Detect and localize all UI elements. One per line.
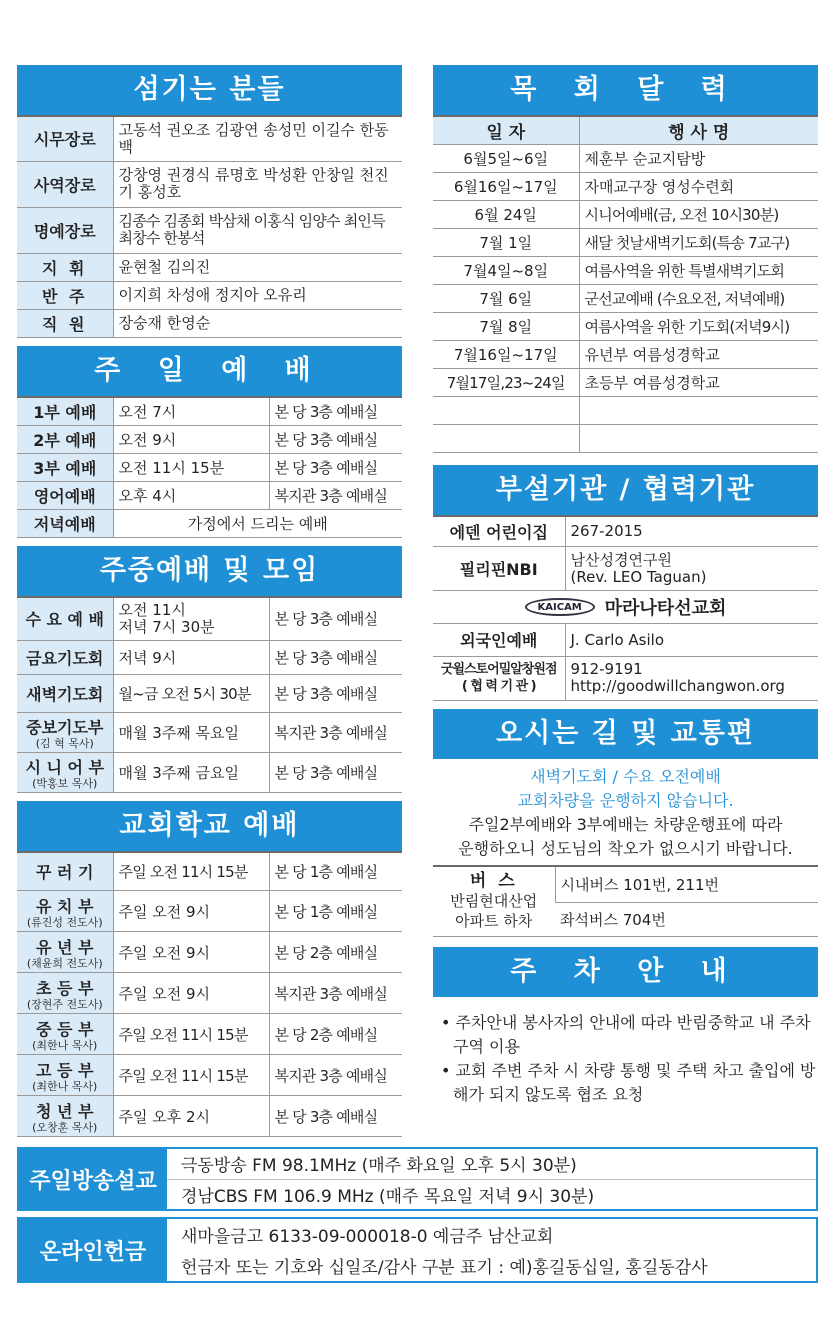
bus-stop: 반림현대산업 bbox=[450, 892, 538, 911]
dept-title: 고 등 부 bbox=[35, 1060, 94, 1080]
school-table bbox=[17, 853, 402, 1138]
kcam-name: 마라나타선교회 bbox=[604, 598, 727, 619]
event-name: 시니어예배(금, 오전 10시30분) bbox=[579, 200, 818, 228]
bus-stop: 아파트 하차 bbox=[455, 912, 533, 931]
table-row bbox=[433, 256, 818, 284]
table-row bbox=[17, 674, 402, 712]
table-row bbox=[433, 172, 818, 200]
meeting-leader: (박홍보 목사) bbox=[32, 776, 98, 790]
offering-box bbox=[17, 1217, 818, 1283]
dept-name: 꾸 러 기 bbox=[17, 853, 113, 891]
dept-leader: (채윤희 전도사) bbox=[26, 956, 103, 970]
table-row bbox=[17, 253, 402, 281]
event-date: 7월16일~17일 bbox=[433, 340, 579, 368]
event-date: 7월 1일 bbox=[433, 228, 579, 256]
event-name bbox=[579, 424, 818, 452]
servers-table bbox=[17, 117, 402, 338]
broadcast-line: 극동방송 FM 98.1MHz (매주 화요일 오후 5시 30분) bbox=[167, 1149, 816, 1179]
meeting-time: 오전 11시 저녁 7시 30분 bbox=[113, 598, 269, 640]
event-date: 7월 8일 bbox=[433, 312, 579, 340]
dept-place: 본 당 1층 예배실 bbox=[269, 891, 402, 932]
table-row bbox=[433, 624, 818, 656]
offering-label: 온라인헌금 bbox=[19, 1219, 167, 1281]
dept-time: 주일 오후 2시 bbox=[113, 1096, 269, 1137]
table-row bbox=[17, 454, 402, 482]
event-name bbox=[579, 396, 818, 424]
dept-place: 본 당 2층 예배실 bbox=[269, 932, 402, 973]
weekday-header: 주중예배 및 모임 bbox=[17, 546, 402, 596]
service-time: 오전 9시 bbox=[113, 426, 269, 454]
table-row bbox=[17, 510, 402, 538]
calendar-column-headers bbox=[433, 117, 818, 144]
meeting-name: 금요기도회 bbox=[17, 640, 113, 674]
kcam-logo-icon: KAICAM bbox=[525, 598, 595, 616]
list-item: • 주차안내 봉사자의 안내에 따라 반림중학교 내 주차구역 이용 bbox=[441, 1013, 811, 1056]
goodwill-name: 굿윌스토어밀알창원점 bbox=[440, 662, 557, 677]
weekday-table bbox=[17, 598, 402, 793]
meeting-leader: (김 혁 목사) bbox=[35, 736, 94, 750]
directions-header: 오시는 길 및 교통편 bbox=[433, 709, 818, 759]
affiliate-name: 필리핀NBI bbox=[433, 547, 565, 591]
event-name: 제훈부 순교지탐방 bbox=[579, 144, 818, 172]
dept-time: 주일 오전 9시 bbox=[113, 973, 269, 1014]
dept-leader: (최한나 목사) bbox=[32, 1038, 98, 1052]
table-row bbox=[17, 1055, 402, 1096]
event-date: 6월16일~17일 bbox=[433, 172, 579, 200]
dept-place: 본 당 2층 예배실 bbox=[269, 1014, 402, 1055]
role-names: 김종수 김종회 박삼채 이홍식 임양수 최인득 최창수 한봉석 bbox=[113, 207, 402, 253]
broadcast-line: 경남CBS FM 106.9 MHz (매주 목요일 저녁 9시 30분) bbox=[181, 1186, 595, 1207]
table-row bbox=[433, 547, 818, 591]
service-name: 2부 예배 bbox=[17, 426, 113, 454]
table-row bbox=[433, 424, 818, 452]
event-date bbox=[433, 424, 579, 452]
table-row bbox=[17, 640, 402, 674]
dept-leader: (최한나 목사) bbox=[32, 1079, 98, 1093]
table-row bbox=[17, 117, 402, 161]
table-row bbox=[17, 161, 402, 207]
table-row bbox=[17, 712, 402, 752]
offering-table bbox=[19, 1219, 816, 1281]
event-name: 유년부 여름성경학교 bbox=[579, 340, 818, 368]
table-row bbox=[433, 144, 818, 172]
affiliate-value bbox=[565, 656, 818, 700]
event-name: 군선교예배 (수요오전, 저녁예배) bbox=[579, 284, 818, 312]
table-row bbox=[433, 867, 818, 903]
meeting-name: 새벽기도회 bbox=[17, 674, 113, 712]
dept-name bbox=[17, 932, 113, 973]
broadcast-table bbox=[19, 1149, 816, 1209]
table-row bbox=[17, 207, 402, 253]
meeting-name bbox=[17, 712, 113, 752]
dept-title: 유 년 부 bbox=[35, 937, 94, 957]
list-item: • 교회 주변 주차 시 차량 통행 및 주택 차고 출입에 방해가 되지 않도록 협조 요청 bbox=[441, 1061, 816, 1104]
role-label: 명예장로 bbox=[17, 207, 113, 253]
dept-leader: (류진성 전도사) bbox=[26, 915, 103, 929]
meeting-place: 본 당 3층 예배실 bbox=[269, 640, 402, 674]
broadcast-box bbox=[17, 1147, 818, 1211]
nbi-line1: 남산성경연구원 bbox=[570, 550, 672, 569]
meeting-place: 본 당 3층 예배실 bbox=[269, 752, 402, 792]
bus-label bbox=[433, 867, 555, 937]
dept-time: 주일 오전 9시 bbox=[113, 932, 269, 973]
table-row bbox=[433, 200, 818, 228]
affiliate-value: 267-2015 bbox=[565, 517, 818, 547]
parking-header: 주 차 안 내 bbox=[433, 947, 818, 997]
role-label: 시무장로 bbox=[17, 117, 113, 161]
dept-time: 주일 오전 11시 15분 bbox=[113, 1055, 269, 1096]
sunday-table bbox=[17, 398, 402, 539]
role-label: 지 휘 bbox=[17, 253, 113, 281]
dept-leader: (장현주 전도사) bbox=[26, 997, 103, 1011]
sunday-header: 주 일 예 배 bbox=[17, 346, 402, 396]
meeting-time: 매월 3주째 금요일 bbox=[113, 752, 269, 792]
service-place: 본 당 3층 예배실 bbox=[269, 398, 402, 426]
table-row bbox=[17, 891, 402, 932]
meeting-time: 매월 3주째 목요일 bbox=[113, 712, 269, 752]
meeting-name: 수 요 예 배 bbox=[17, 598, 113, 640]
service-place: 본 당 3층 예배실 bbox=[269, 426, 402, 454]
event-name: 초등부 여름성경학교 bbox=[579, 368, 818, 396]
nbi-line2: (Rev. LEO Taguan) bbox=[570, 567, 707, 586]
meeting-time: 저녁 9시 bbox=[113, 640, 269, 674]
affiliate-name bbox=[433, 656, 565, 700]
goodwill-phone: 912-9191 bbox=[570, 660, 643, 678]
directions-notice bbox=[433, 759, 818, 865]
table-row bbox=[433, 284, 818, 312]
affiliate-name: 에덴 어린이집 bbox=[433, 517, 565, 547]
role-names: 윤현철 김의진 bbox=[113, 253, 402, 281]
service-name: 영어예배 bbox=[17, 482, 113, 510]
event-column-header: 행 사 명 bbox=[579, 117, 818, 144]
affiliates-table bbox=[433, 517, 818, 592]
service-name: 3부 예배 bbox=[17, 454, 113, 482]
bus-route: 좌석버스 704번 bbox=[555, 903, 818, 937]
table-row bbox=[17, 281, 402, 309]
meeting-place: 본 당 3층 예배실 bbox=[269, 674, 402, 712]
affiliates-table-2 bbox=[433, 624, 818, 701]
meeting-place: 본 당 3층 예배실 bbox=[269, 598, 402, 640]
event-date: 6월5일~6일 bbox=[433, 144, 579, 172]
event-name: 여름사역을 위한 기도회(저녁9시) bbox=[579, 312, 818, 340]
table-row bbox=[433, 396, 818, 424]
dept-name bbox=[17, 973, 113, 1014]
service-place: 복지관 3층 예배실 bbox=[269, 482, 402, 510]
calendar-header: 목 회 달 력 bbox=[433, 65, 818, 115]
dept-name bbox=[17, 1014, 113, 1055]
table-row bbox=[433, 312, 818, 340]
table-row bbox=[17, 482, 402, 510]
dept-time: 주일 오전 11시 15분 bbox=[113, 853, 269, 891]
right-column bbox=[433, 65, 818, 1107]
event-date bbox=[433, 396, 579, 424]
goodwill-tag: ( 협 력 기 관 ) bbox=[461, 679, 536, 694]
calendar-table bbox=[433, 117, 818, 453]
table-row bbox=[433, 517, 818, 547]
goodwill-url[interactable]: http://goodwillchangwon.org bbox=[570, 677, 785, 695]
meeting-title: 중보기도부 bbox=[26, 717, 104, 737]
table-row bbox=[17, 398, 402, 426]
bus-table bbox=[433, 867, 818, 938]
affiliate-value bbox=[565, 547, 818, 591]
dept-name bbox=[17, 1055, 113, 1096]
notice-line: 운행하오니 성도님의 착오가 없으시기 바랍니다. bbox=[458, 838, 793, 858]
service-time: 오후 4시 bbox=[113, 482, 269, 510]
event-date: 7월4일~8일 bbox=[433, 256, 579, 284]
role-names: 고동석 권오조 김광연 송성민 이길수 한동백 bbox=[113, 117, 402, 161]
dept-place: 본 당 1층 예배실 bbox=[269, 853, 402, 891]
table-row bbox=[19, 1149, 816, 1179]
school-header: 교회학교 예배 bbox=[17, 801, 402, 851]
role-names: 이지희 차성애 정지아 오유리 bbox=[113, 281, 402, 309]
table-row bbox=[17, 752, 402, 792]
date-column-header: 일 자 bbox=[433, 117, 579, 144]
table-row bbox=[17, 598, 402, 640]
service-name: 저녁예배 bbox=[17, 510, 113, 538]
event-name: 자매교구장 영성수련회 bbox=[579, 172, 818, 200]
meeting-place: 복지관 3층 예배실 bbox=[269, 712, 402, 752]
dept-place: 본 당 3층 예배실 bbox=[269, 1096, 402, 1137]
event-date: 6월 24일 bbox=[433, 200, 579, 228]
dept-name bbox=[17, 891, 113, 932]
dept-place: 복지관 3층 예배실 bbox=[269, 1055, 402, 1096]
dept-name bbox=[17, 1096, 113, 1137]
event-name: 새달 첫날새벽기도회(특송 7교구) bbox=[579, 228, 818, 256]
dept-leader: (오창훈 목사) bbox=[32, 1120, 98, 1134]
offering-line: 새마을금고 6133-09-000018-0 예금주 남산교회 bbox=[181, 1227, 554, 1247]
dept-time: 주일 오전 11시 15분 bbox=[113, 1014, 269, 1055]
role-label: 직 원 bbox=[17, 309, 113, 337]
notice-line: 새벽기도회 / 수요 오전예배 bbox=[530, 766, 721, 786]
bus-title: 버 스 bbox=[469, 871, 518, 892]
event-date: 7월 6일 bbox=[433, 284, 579, 312]
table-row bbox=[17, 1014, 402, 1055]
table-row bbox=[433, 656, 818, 700]
table-row bbox=[433, 340, 818, 368]
dept-time: 주일 오전 9시 bbox=[113, 891, 269, 932]
affiliate-value: J. Carlo Asilo bbox=[565, 624, 818, 656]
event-name: 여름사역을 위한 특별새벽기도회 bbox=[579, 256, 818, 284]
dept-place: 복지관 3층 예배실 bbox=[269, 973, 402, 1014]
service-time: 오전 11시 15분 bbox=[113, 454, 269, 482]
event-date: 7월17일,23~24일 bbox=[433, 368, 579, 396]
table-row bbox=[433, 368, 818, 396]
affiliate-name: 외국인예배 bbox=[433, 624, 565, 656]
service-note: 가정에서 드리는 예배 bbox=[113, 510, 402, 538]
role-label: 반 주 bbox=[17, 281, 113, 309]
role-names: 강창영 권경식 류명호 박성환 안창일 천진기 홍성호 bbox=[113, 161, 402, 207]
offering-line: 헌금자 또는 기호와 십일조/감사 구분 표기 : 예)홍길동십일, 홍길동감사 bbox=[181, 1258, 708, 1278]
role-label: 사역장로 bbox=[17, 161, 113, 207]
affiliates-header: 부설기관 / 협력기관 bbox=[433, 465, 818, 515]
table-row bbox=[17, 426, 402, 454]
dept-title: 청 년 부 bbox=[35, 1101, 94, 1121]
service-name: 1부 예배 bbox=[17, 398, 113, 426]
table-row bbox=[17, 932, 402, 973]
dept-title: 유 치 부 bbox=[35, 896, 94, 916]
table-row bbox=[17, 1096, 402, 1137]
table-row bbox=[17, 973, 402, 1014]
broadcast-label: 주일방송설교 bbox=[19, 1149, 167, 1209]
left-column bbox=[17, 65, 402, 1137]
notice-line: 교회차량을 운행하지 않습니다. bbox=[517, 790, 734, 810]
meeting-time: 월~금 오전 5시 30분 bbox=[113, 674, 269, 712]
servers-header: 섬기는 분들 bbox=[17, 65, 402, 115]
service-place: 본 당 3층 예배실 bbox=[269, 454, 402, 482]
table-row bbox=[17, 853, 402, 891]
bus-route: 시내버스 101번, 211번 bbox=[555, 867, 818, 903]
notice-line: 주일2부예배와 3부예배는 차량운행표에 따라 bbox=[468, 814, 783, 834]
table-row bbox=[433, 228, 818, 256]
table-row bbox=[17, 309, 402, 337]
service-time: 오전 7시 bbox=[113, 398, 269, 426]
dept-title: 초 등 부 bbox=[35, 978, 94, 998]
role-names: 장숭재 한영순 bbox=[113, 309, 402, 337]
kcam-row bbox=[433, 591, 818, 624]
meeting-name bbox=[17, 752, 113, 792]
parking-list bbox=[433, 997, 818, 1107]
table-row bbox=[19, 1219, 816, 1250]
meeting-title: 시 니 어 부 bbox=[25, 757, 105, 777]
dept-title: 중 등 부 bbox=[35, 1019, 94, 1039]
